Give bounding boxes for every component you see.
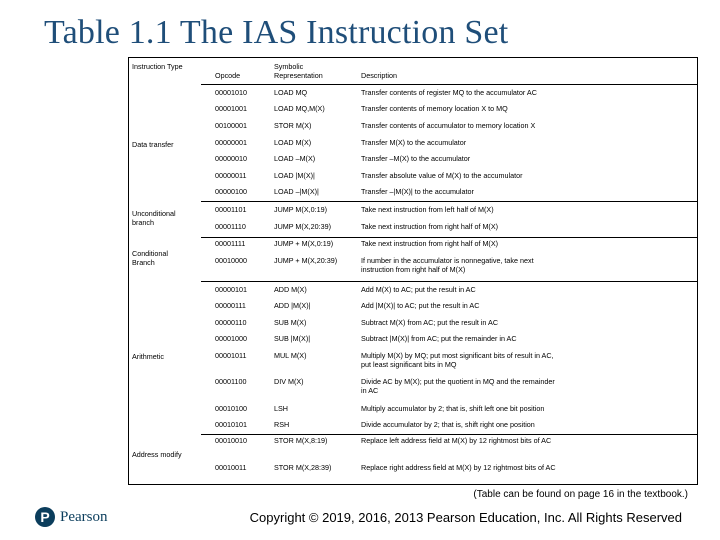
opcode-cell: 00010000	[215, 256, 247, 265]
description-cell: Transfer absolute value of M(X) to the accumulator	[361, 171, 523, 180]
opcode-cell: 00000111	[215, 301, 246, 310]
description-cell: Replace left address field at M(X) by 12 rightmost bits of AC	[361, 436, 552, 445]
pearson-logo-icon: P	[35, 507, 55, 527]
opcode-cell: 00100001	[215, 121, 247, 130]
symbolic-cell: JUMP + M(X,20:39)	[274, 256, 338, 265]
row-divider	[201, 281, 697, 282]
header-symbolic-representation: Symbolic Representation	[274, 62, 323, 81]
symbolic-cell: ADD |M(X)|	[274, 301, 311, 310]
symbolic-cell: LOAD MQ	[274, 88, 308, 97]
description-cell: Transfer contents of accumulator to memory location X	[361, 121, 536, 130]
opcode-cell: 00000110	[215, 318, 247, 327]
opcode-cell: 00001111	[215, 239, 246, 248]
symbolic-cell: RSH	[274, 420, 290, 429]
row-divider	[201, 201, 697, 202]
symbolic-cell: DIV M(X)	[274, 377, 304, 386]
opcode-cell: 00000101	[215, 285, 247, 294]
symbolic-cell: STOR M(X)	[274, 121, 312, 130]
group-label-address-modify: Address modify	[132, 450, 182, 459]
group-label-unconditional-branch: Unconditional branch	[132, 209, 176, 228]
symbolic-cell: LOAD MQ,M(X)	[274, 104, 325, 113]
group-label-arithmetic: Arithmetic	[132, 352, 164, 361]
header-description: Description	[361, 71, 397, 80]
symbolic-cell: LOAD M(X)	[274, 138, 312, 147]
description-cell: Transfer M(X) to the accumulator	[361, 138, 467, 147]
description-cell: Replace right address field at M(X) by 12 rightmost bits of AC	[361, 463, 556, 472]
opcode-cell: 00010011	[215, 463, 247, 472]
description-cell: Take next instruction from right half of M(X)	[361, 222, 499, 231]
description-cell: Subtract |M(X)| from AC; put the remainder in AC	[361, 334, 517, 343]
description-cell: Transfer contents of register MQ to the accumulator AC	[361, 88, 537, 97]
symbolic-cell: JUMP M(X,0:19)	[274, 205, 327, 214]
symbolic-cell: LOAD –|M(X)|	[274, 187, 319, 196]
description-cell: Divide AC by M(X); put the quotient in MQ and the remainder in AC	[361, 377, 555, 396]
symbolic-cell: JUMP M(X,20:39)	[274, 222, 331, 231]
description-cell: Divide accumulator by 2; that is, shift right one position	[361, 420, 535, 429]
header-opcode: Opcode	[215, 71, 241, 80]
symbolic-cell: LOAD –M(X)	[274, 154, 316, 163]
description-cell: Take next instruction from left half of M(X)	[361, 205, 494, 214]
description-cell: Add M(X) to AC; put the result in AC	[361, 285, 476, 294]
description-cell: Transfer contents of memory location X to MQ	[361, 104, 508, 113]
symbolic-cell: LSH	[274, 404, 288, 413]
description-cell: Transfer –M(X) to the accumulator	[361, 154, 471, 163]
description-cell: Add |M(X)| to AC; put the result in AC	[361, 301, 480, 310]
opcode-cell: 00000001	[215, 138, 247, 147]
group-label-conditional-branch: Conditional Branch	[132, 249, 168, 268]
description-cell: Multiply accumulator by 2; that is, shift left one bit position	[361, 404, 545, 413]
pearson-logo	[35, 507, 108, 527]
opcode-cell: 00001011	[215, 351, 247, 360]
symbolic-cell: LOAD |M(X)|	[274, 171, 315, 180]
opcode-cell: 00001000	[215, 334, 247, 343]
description-cell: Multiply M(X) by MQ; put most significant bits of result in AC, put least significant bits in MQ	[361, 351, 554, 370]
copyright-notice: Copyright © 2019, 2016, 2013 Pearson Education, Inc. All Rights Reserved	[249, 510, 682, 525]
symbolic-cell: STOR M(X,8:19)	[274, 436, 328, 445]
row-divider	[201, 237, 697, 238]
opcode-cell: 00001010	[215, 88, 247, 97]
opcode-cell: 00001001	[215, 104, 247, 113]
symbolic-cell: MUL M(X)	[274, 351, 307, 360]
pearson-logo-text: Pearson	[60, 508, 108, 525]
description-cell: If number in the accumulator is nonnegative, take next instruction from right half of M(X)	[361, 256, 534, 275]
row-divider	[201, 434, 697, 435]
table-source-note: (Table can be found on page 16 in the textbook.)	[473, 489, 688, 500]
header-instruction-type: Instruction Type	[132, 62, 183, 71]
instruction-table	[128, 57, 698, 485]
row-divider	[201, 84, 697, 85]
group-label-data-transfer: Data transfer	[132, 140, 174, 149]
opcode-cell: 00000011	[215, 171, 247, 180]
opcode-cell: 00001101	[215, 205, 247, 214]
opcode-cell: 00000010	[215, 154, 247, 163]
description-cell: Take next instruction from right half of M(X)	[361, 239, 499, 248]
opcode-cell: 00010010	[215, 436, 247, 445]
symbolic-cell: STOR M(X,28:39)	[274, 463, 332, 472]
opcode-cell: 00010100	[215, 404, 247, 413]
description-cell: Subtract M(X) from AC; put the result in AC	[361, 318, 499, 327]
opcode-cell: 00000100	[215, 187, 247, 196]
opcode-cell: 00001100	[215, 377, 247, 386]
symbolic-cell: SUB M(X)	[274, 318, 307, 327]
symbolic-cell: ADD M(X)	[274, 285, 307, 294]
description-cell: Transfer –|M(X)| to the accumulator	[361, 187, 474, 196]
opcode-cell: 00010101	[215, 420, 247, 429]
symbolic-cell: JUMP + M(X,0:19)	[274, 239, 334, 248]
opcode-cell: 00001110	[215, 222, 246, 231]
slide-title: Table 1.1 The IAS Instruction Set	[44, 14, 509, 51]
symbolic-cell: SUB |M(X)|	[274, 334, 311, 343]
